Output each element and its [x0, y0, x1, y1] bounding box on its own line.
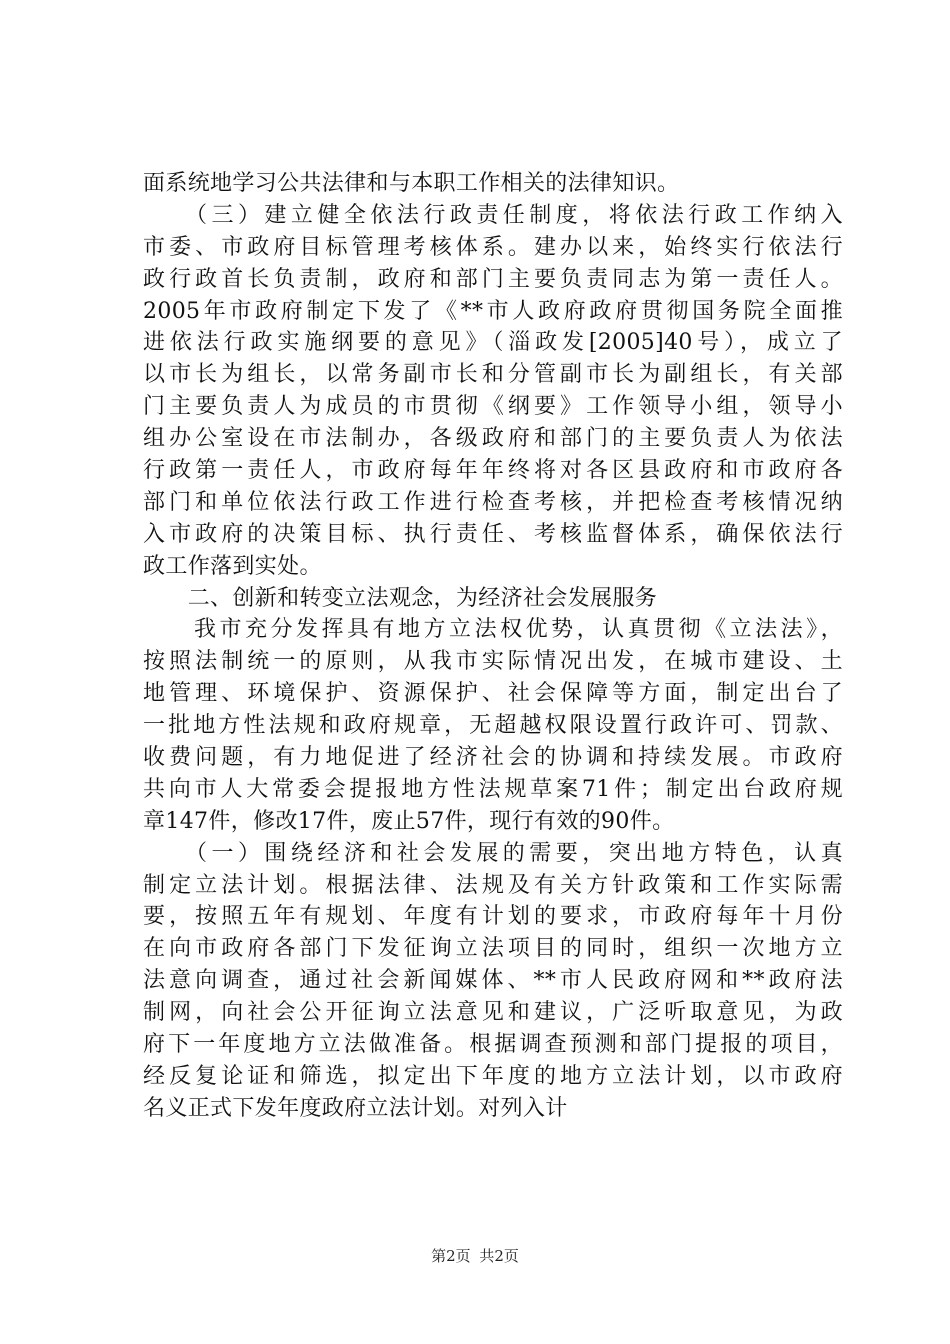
- text-line: 在向市政府各部门下发征询立法项目的同时，组织一次地方立: [143, 936, 843, 962]
- text-line: 法意向调查，通过社会新闻媒体、**市人民政府网和**政府法: [143, 968, 843, 994]
- text-line: 收费问题，有力地促进了经济社会的协调和持续发展。市政府: [143, 745, 843, 771]
- text-line: 府下一年度地方立法做准备。根据调查预测和部门提报的项目，: [143, 1032, 843, 1058]
- text-line: 政行政首长负责制，政府和部门主要负责同志为第一责任人。: [143, 266, 843, 292]
- text-line: 2005年市政府制定下发了《**市人政府政府贯彻国务院全面推: [143, 298, 843, 324]
- text-line: 进依法行政实施纲要的意见》（淄政发[2005]40号），成立了: [143, 330, 843, 356]
- text-line: （三）建立健全依法行政责任制度，将依法行政工作纳入: [143, 202, 843, 228]
- text-line: 章147件，修改17件，废止57件，现行有效的90件。: [143, 808, 675, 834]
- text-line: 制网，向社会公开征询立法意见和建议，广泛听取意见，为政: [143, 1000, 843, 1026]
- text-line: 政工作落到实处。: [143, 553, 322, 579]
- text-line: 入市政府的决策目标、执行责任、考核监督体系，确保依法行: [143, 521, 843, 547]
- page-footer: [0, 1246, 950, 1266]
- page-number: 第2页: [431, 1247, 471, 1265]
- text-line: 共向市人大常委会提报地方性法规草案71件；制定出台政府规: [143, 776, 843, 802]
- text-line: 制定立法计划。根据法律、法规及有关方针政策和工作实际需: [143, 872, 843, 898]
- text-line: 一批地方性法规和政府规章，无超越权限设置行政许可、罚款、: [143, 713, 843, 739]
- text-line: 面系统地学习公共法律和与本职工作相关的法律知识。: [143, 171, 680, 196]
- page-total: 共2页: [479, 1247, 519, 1265]
- text-line: 要，按照五年有规划、年度有计划的要求，市政府每年十月份: [143, 904, 843, 930]
- text-line: 地管理、环境保护、资源保护、社会保障等方面，制定出台了: [143, 681, 843, 707]
- text-line: 以市长为组长，以常务副市长和分管副市长为副组长，有关部: [143, 362, 843, 388]
- text-line: （一）围绕经济和社会发展的需要，突出地方特色，认真: [143, 840, 843, 866]
- text-line: 经反复论证和筛选，拟定出下年度的地方立法计划，以市政府: [143, 1063, 843, 1089]
- text-line: 按照法制统一的原则，从我市实际情况出发，在城市建设、土: [143, 649, 843, 675]
- text-line: 部门和单位依法行政工作进行检查考核，并把检查考核情况纳: [143, 489, 843, 515]
- text-line: 行政第一责任人，市政府每年年终将对各区县政府和市政府各: [143, 458, 843, 484]
- text-line: 二、创新和转变立法观念，为经济社会发展服务: [143, 585, 658, 611]
- text-line: 我市充分发挥具有地方立法权优势，认真贯彻《立法法》，: [143, 617, 843, 643]
- text-line: 名义正式下发年度政府立法计划。对列入计: [143, 1095, 568, 1121]
- text-line: 门主要负责人为成员的市贯彻《纲要》工作领导小组，领导小: [143, 394, 843, 420]
- text-line: 市委、市政府目标管理考核体系。建办以来，始终实行依法行: [143, 234, 843, 260]
- body-text: [143, 168, 843, 1125]
- text-line: 组办公室设在市法制办，各级政府和部门的主要负责人为依法: [143, 426, 843, 452]
